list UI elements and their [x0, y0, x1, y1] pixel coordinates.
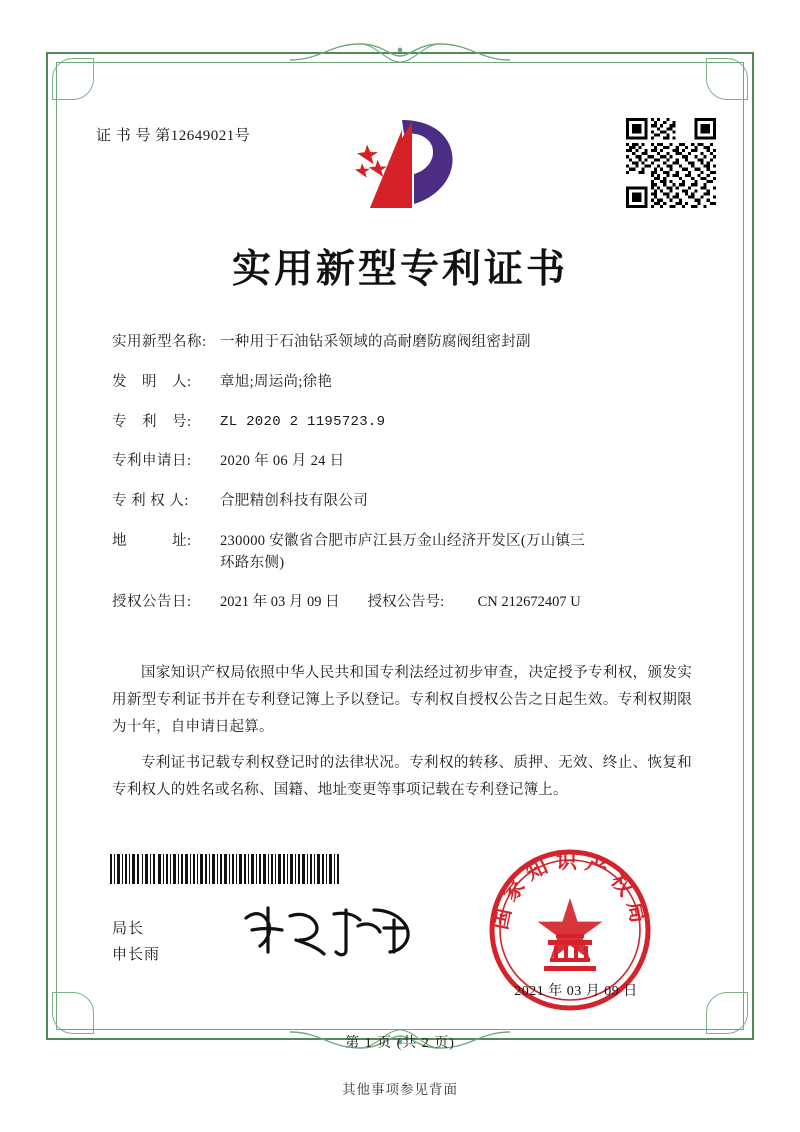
- field-row-address: [112, 531, 712, 575]
- svg-text:国家知识产权局: 国家知识产权局: [487, 849, 653, 932]
- corner-ornament-top-right: [700, 52, 754, 106]
- cnipa-logo-icon: [352, 112, 462, 217]
- field-value-patent-number: ZL 2020 2 1195723.9: [220, 413, 386, 430]
- field-row-name: [112, 332, 712, 354]
- field-row-patentee: [112, 491, 712, 513]
- legal-paragraph-1: 国家知识产权局依照中华人民共和国专利法经过初步审查，决定授予专利权，颁发实用新型专利证书并在专利登记簿上予以登记。专利权自授权公告之日起生效。专利权期限为十年，自申请日起算。: [112, 665, 692, 735]
- field-value-address-line1: 230000 安徽省合肥市庐江县万金山经济开发区(万山镇三: [220, 532, 586, 549]
- field-value-patentee: 合肥精创科技有限公司: [220, 493, 368, 509]
- footnote: 其他事项参见背面: [342, 1082, 458, 1097]
- page-title: 实用新型专利证书: [231, 247, 568, 292]
- field-label-patent-number: 专 利 号:: [112, 413, 192, 430]
- field-row-inventor: [112, 372, 712, 394]
- field-label-grant-number: 授权公告号:: [367, 594, 445, 611]
- top-flourish-ornament: [290, 40, 510, 68]
- seal-date: 2021 年 03 月 09 日: [514, 984, 638, 999]
- field-label-filing-date: 专利申请日:: [112, 453, 192, 470]
- handwritten-signature-icon: [238, 900, 418, 962]
- certificate-number: 证 书 号 第12649021号: [96, 128, 251, 144]
- field-label-name: 实用新型名称:: [112, 334, 207, 350]
- field-label-inventor: 发 明 人:: [112, 373, 192, 390]
- field-label-grant-date: 授权公告日:: [112, 594, 192, 611]
- field-value-grant-number: CN 212672407 U: [477, 594, 581, 611]
- field-value-name: 一种用于石油钻采领域的高耐磨防腐阀组密封副: [220, 334, 531, 350]
- barcode-icon: [110, 854, 342, 884]
- field-value-grant-date: 2021 年 03 月 09 日: [220, 594, 340, 611]
- field-list: [112, 332, 712, 632]
- field-label-patentee: 专 利 权 人:: [112, 493, 189, 509]
- director-name-label: 申长雨: [112, 947, 161, 964]
- qr-code-icon: [626, 118, 716, 208]
- signature-block: [112, 916, 160, 969]
- field-value-inventor: 章旭;周运尚;徐艳: [220, 373, 333, 390]
- field-value-address: [220, 531, 712, 575]
- field-row-grant: [112, 592, 712, 614]
- director-title-label: 局长: [112, 921, 145, 937]
- legal-text-block: [112, 660, 692, 814]
- field-row-filing-date: [112, 451, 712, 473]
- field-value-filing-date: 2020 年 06 月 24 日: [220, 453, 345, 470]
- field-row-patent-number: [112, 412, 712, 434]
- field-label-address: 地 址:: [112, 532, 192, 549]
- legal-paragraph-2: 专利证书记载专利权登记时的法律状况。专利权的转移、质押、无效、终止、恢复和专利权人的姓名或名称、国籍、地址变更等事项记载在专利登记簿上。: [112, 755, 692, 799]
- field-value-address-line2: 环路东侧): [220, 554, 285, 571]
- corner-ornament-top-left: [46, 52, 100, 106]
- page-number: 第 1 页 (共 2 页): [345, 1036, 455, 1051]
